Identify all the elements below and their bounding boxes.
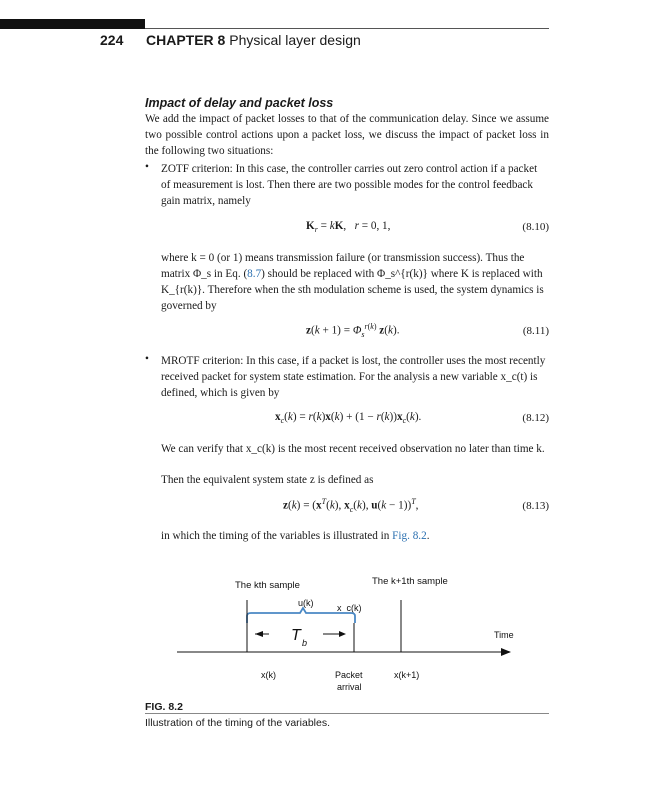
- mrotf-verify: We can verify that x_c(k) is the most recent received observation no later than time k.: [161, 443, 545, 455]
- tb-subscript: b: [302, 638, 308, 648]
- tb-label: T: [291, 627, 301, 644]
- equation-8-12: $x_c(k) = r(k)x(k) + (1 - r(k))x_c(k)$.: [275, 411, 422, 426]
- equation-8-10: $K_r$ = kK, r = 0, 1,: [306, 220, 391, 235]
- equation-8-11: $z(k + 1) = \Phi_s^{r(k)}$ z(k).: [306, 322, 400, 339]
- chapter-label: CHAPTER 8: [146, 32, 226, 48]
- tb-left-arrow: [255, 631, 263, 637]
- header-rule: [145, 28, 549, 29]
- zotf-after-text: [161, 250, 549, 314]
- figure-rule: [145, 713, 549, 714]
- x-k1-label: x(k+1): [394, 670, 420, 680]
- equation-number-8-12: (8.12): [522, 412, 549, 424]
- timing-a: in which the timing of the variables is illustrated in: [161, 530, 393, 542]
- zotf-after-a: where k = 0 (or 1) means transmission failure (or transmission success). Thus the matrix Φ_s in Eq. (: [161, 252, 525, 280]
- k1-sample-label: The k+1th sample: [372, 576, 448, 587]
- mrotf-text: MROTF criterion: In this case, if a packet is lost, the controller uses the most recently received packet for system state estimation. For the analysis a new variable x_c(t) is defined, which is given by: [161, 355, 546, 399]
- timing-b: .: [426, 530, 430, 542]
- page-number: 224: [100, 32, 124, 48]
- arrival-label: arrival: [337, 682, 362, 692]
- equation-number-8-10: (8.10): [522, 221, 549, 233]
- packet-label: Packet: [335, 670, 363, 680]
- section-title: Impact of delay and packet loss: [145, 96, 334, 110]
- zotf-after-b: ) should be replaced with Φ_s^{r(k)} where K is replaced with K_{r(k)}. Therefore when the sth modulation scheme is used, the system dynamics is governed by: [161, 268, 544, 312]
- bullet-zotf: •: [145, 161, 149, 173]
- figure-label: FIG. 8.2: [145, 701, 183, 713]
- timing-sentence: [161, 528, 549, 544]
- xc-k-label: x_c(k): [337, 603, 362, 613]
- running-header: [100, 32, 361, 48]
- time-axis-arrow: [501, 648, 511, 656]
- bullet-mrotf: •: [145, 353, 149, 365]
- zotf-text: ZOTF criterion: In this case, the controller carries out zero control action if a packet of measurement is lost. Then there are two possible modes for the control feedback gain matrix, namely: [161, 163, 538, 207]
- mrotf-then: Then the equivalent system state z is defined as: [161, 474, 374, 486]
- kth-sample-label: The kth sample: [235, 580, 300, 591]
- timing-diagram: [145, 566, 549, 696]
- u-k-label: u(k): [298, 598, 314, 608]
- equation-number-8-13: (8.13): [522, 500, 549, 512]
- top-black-bar: [0, 19, 145, 29]
- fig-8-2-link[interactable]: Fig. 8.2: [392, 530, 427, 542]
- chapter-title: Physical layer design: [229, 32, 361, 48]
- tb-right-arrow: [339, 631, 346, 637]
- equation-number-8-11: (8.11): [522, 325, 549, 337]
- time-label: Time: [494, 630, 514, 640]
- equation-8-13: $z(k) = (x^T(k)$, $x_c(k)$, u(k − 1))$^T$,: [283, 497, 419, 514]
- intro-paragraph: We add the impact of packet losses to that of the communication delay. Since we assume two possible control actions upon a packet loss, we discuss the impact of packet loss in the following two situations:: [145, 113, 549, 157]
- figure-caption: Illustration of the timing of the variables.: [145, 717, 331, 729]
- eq-8-7-link[interactable]: 8.7: [247, 268, 262, 280]
- x-k-label: x(k): [261, 670, 276, 680]
